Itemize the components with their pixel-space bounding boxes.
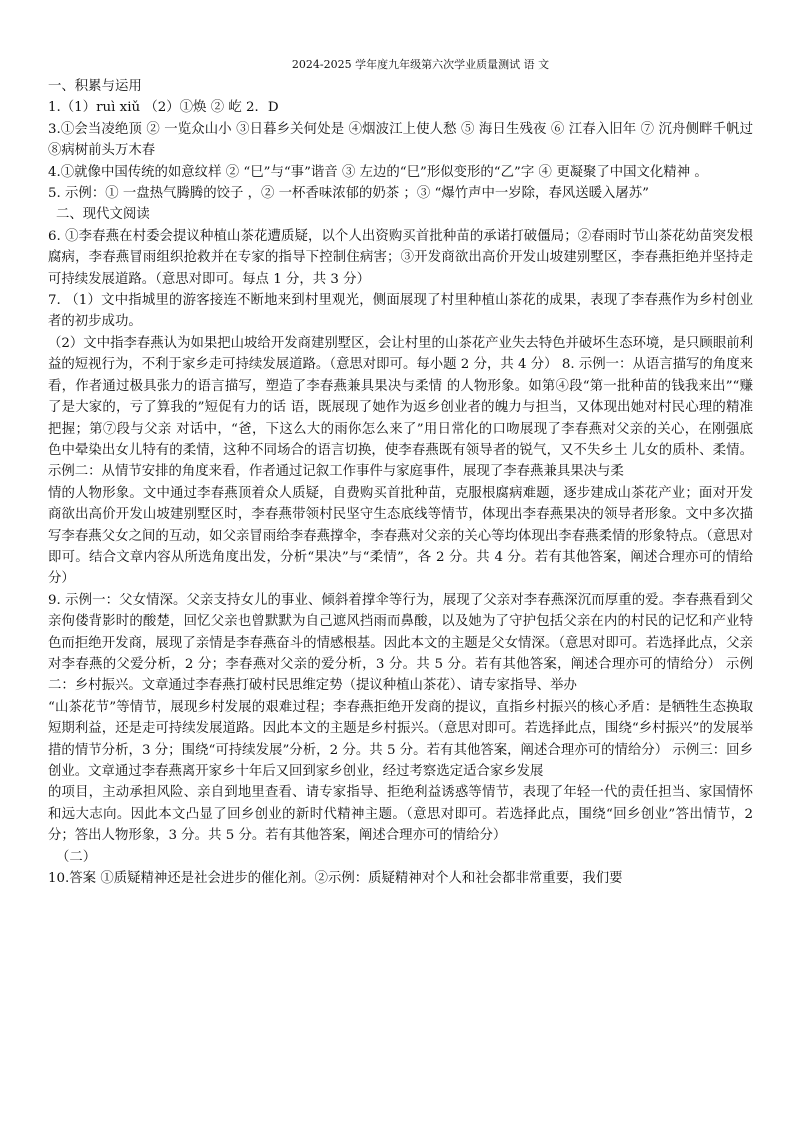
answer-5: 5. 示例：① 一盘热气腾腾的饺子 ，② 一杯香味浓郁的奶茶 ；③ “爆竹声中一岁除，春风送暖入屠苏” (48, 186, 650, 202)
document-title: 2024-2025 学年度九年级第六次学业质量测试 语 文 (291, 58, 550, 71)
answer-3: 3.①会当凌绝顶 ② 一览众山小 ③日暮乡关何处是 ④烟波江上使人愁 ⑤ 海日生残夜 ⑥ 江春入旧年 ⑦ 沉舟侧畔千帆过 ⑧病树前头万木春 (48, 121, 753, 159)
answer-10: 10.答案 ①质疑精神还是社会进步的催化剂。②示例：质疑精神对个人和社会都非常重要，我们要 (48, 871, 623, 887)
answer-8-continued: 情的人物形象。文中通过李春燕顶着众人质疑，自费购买首批种苗，克服根腐病难题，逐步建成山茶花产业；面对开发商欲出高价开发山坡建别墅区时，李春燕带领村民坚守生态底线等情节，体现出李春燕果决的领导者形象。文中多次描写李春燕父女之间的互动，如父亲冒雨给李春燕撑伞，李春燕对父亲的关心等均体现出李春燕柔情的形象特点。（意思对即可。结合文章内容从所选角度出发，分析“果决”与“柔情”，各 2 分。共 4 分。若有其他答案，阐述合理亦可的情给分） (48, 485, 753, 587)
answer-1: 1.（1）ruì xiǔ （2）①焕 ② 屹 2．D (48, 100, 279, 116)
answer-9-continued: “山茶花节”等情节，展现乡村发展的艰难过程；李春燕拒绝开发商的提议，直指乡村振兴的核心矛盾：是牺牲生态换取短期利益，还是走可持续发展道路。因此本文的主题是乡村振兴。（意思对即可。若选择此点，围绕“乡村振兴”的发展举措的情节分析，3 分；围绕“可持续发展”分析，2 分。共 5 分。若有其他答案，阐述合理亦可的情给分） 示例三：回乡创业。文章通过李春燕离开家乡十年后又回到家乡创业，经过考察选定适合家乡发展 (48, 699, 753, 779)
answer-7-2-and-8: （2）文中指李春燕认为如果把山坡给开发商建别墅区，会让村里的山茶花产业失去特色并破坏生态环境，是只顾眼前利益的短视行为，不利于家乡走可持续发展道路。（意思对即可。每小题 2 分，共 4 分） 8. 示例一：从语言描写的角度来看，作者通过极具张力的语言描写，塑造了李春燕兼具果决与柔情 的人物形象。如第④段“第一批种苗的钱我来出”“赚了是大家的，亏了算我的”短促有力的话 语，既展现了她作为返乡创业者的魄力与担当，又体现出她对村民心理的精准把握；第⑦段与父亲 对话中，“爸，下这么大的雨你怎么来了”用日常化的口吻展现了李春燕对父亲的关心，在刚强底 色中晕染出女儿特有的柔情，这种不同场合的语言切换，使李春燕既有领导者的锐气，又不失乡土 儿女的质朴、柔情。 示例二：从情节安排的角度来看，作者通过记叙工作事件与家庭事件，展现了李春燕兼具果决与柔 (48, 335, 753, 480)
answer-4: 4.①就像中国传统的如意纹样 ② “巳”与“事”谐音 ③ 左边的“巳”形似变形的“乙”字 ④ 更凝聚了中国文化精神 。 (48, 164, 708, 180)
answer-6: 6. ①李春燕在村委会提议种植山茶花遭质疑，以个人出资购买首批种苗的承诺打破僵局；②春雨时节山茶花幼苗突发根腐病，李春燕冒雨组织抢救并在专家的指导下控制住病害；③开发商欲出高价开发山坡建别墅区，李春燕拒绝并坚持走可持续发展道路。（意思对即可。每点 1 分，共 3 分） (48, 228, 753, 287)
answer-9-example-3: 的项目，主动承担风险、亲自到地里查看、请专家指导、拒绝利益诱惑等情节，表现了年轻一代的责任担当、家国情怀和远大志向。因此本文凸显了回乡创业的新时代精神主题。（意思对即可。若选择此点，围绕“回乡创业”答出情节，2 分；答出人物形象，3 分。共 5 分。若有其他答案，阐述合理亦可的情给分） (48, 785, 753, 844)
answer-9: 9. 示例一：父女情深。父亲支持女儿的事业、倾斜着撑伞等行为，展现了父亲对李春燕深沉而厚重的爱。李春燕看到父亲佝偻背影时的酸楚，回忆父亲也曾默默为自己遮风挡雨而鼻酸，以及她为了守护包括父亲在内的村民的记忆和产业特色而拒绝开发商，展现了亲情是李春燕奋斗的情感根基。因此本文的主题是父女情深。（意思对即可。若选择此点，父亲对李春燕的父爱分析，2 分；李春燕对父亲的爱分析，3 分。共 5 分。若有其他答案，阐述合理亦可的情给分） 示例二：乡村振兴。文章通过李春燕打破村民思维定势（提议种植山茶花）、请专家指导、举办 (48, 592, 753, 694)
section-heading-2: 二、现代文阅读 (56, 207, 150, 223)
section-heading-1: 一、积累与运用 (48, 79, 142, 94)
section-heading-2-part-2: （二） (56, 849, 97, 865)
answer-7-1: 7. （1）文中指城里的游客接连不断地来到村里观光，侧面展现了村里种植山茶花的成果，表现了李春燕作为乡村创业者的初步成功。 (48, 293, 753, 330)
